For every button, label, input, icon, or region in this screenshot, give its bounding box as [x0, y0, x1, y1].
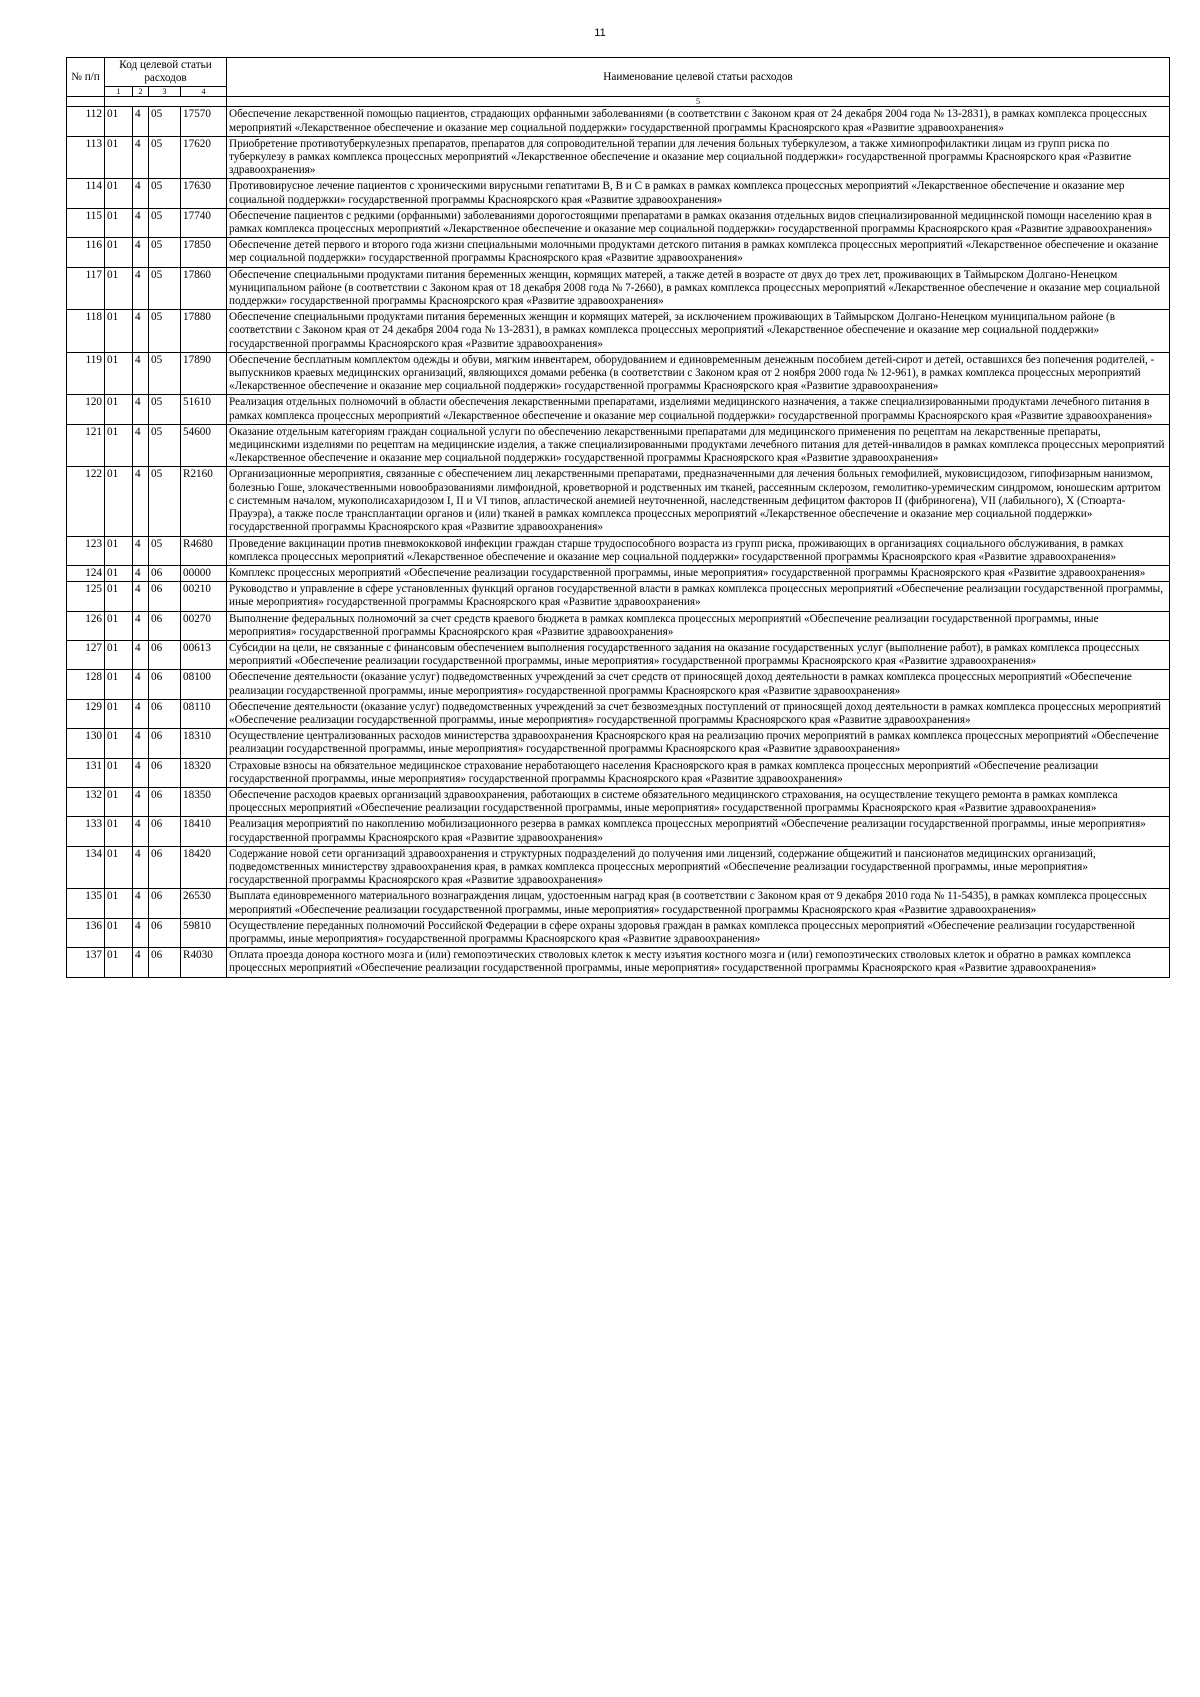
row-number: 137: [67, 948, 105, 977]
code-part-3: 06: [149, 699, 181, 728]
table-row: [67, 208, 1170, 237]
table-row: [67, 536, 1170, 565]
row-name: Страховые взносы на обязательное медицинское страхование неработающего населения Красноярского края в рамках комплекса процессных мероприятий «Обеспечение реализации государственной программы, иные мероприятия» государственной программы Красноярского края «Развитие здравоохранения»: [227, 758, 1170, 787]
code-part-4: 00210: [181, 582, 227, 611]
code-part-1: 01: [105, 107, 133, 136]
code-part-3: 06: [149, 948, 181, 977]
code-part-3: 05: [149, 536, 181, 565]
code-part-1: 01: [105, 136, 133, 179]
row-number: 131: [67, 758, 105, 787]
table-row: [67, 640, 1170, 669]
row-number: 122: [67, 467, 105, 536]
code-part-2: 4: [133, 611, 149, 640]
table-row: [67, 817, 1170, 846]
code-part-3: 06: [149, 729, 181, 758]
code-part-4: 59810: [181, 918, 227, 947]
page-number: 11: [594, 27, 606, 39]
row-name: Проведение вакцинации против пневмококковой инфекции граждан старше трудоспособного возраста из групп риска, проживающих в организациях социального обслуживания, в рамках комплекса процессных мероприятий «Лекарственное обеспечение и оказание мер социальной поддержки» государственной программы Красноярского края «Развитие здравоохранения»: [227, 536, 1170, 565]
code-part-4: 00613: [181, 640, 227, 669]
table-row: [67, 758, 1170, 787]
code-part-1: 01: [105, 640, 133, 669]
code-part-2: 4: [133, 565, 149, 581]
table-row: [67, 948, 1170, 977]
code-part-3: 05: [149, 424, 181, 467]
code-part-4: 17850: [181, 238, 227, 267]
code-part-1: 01: [105, 948, 133, 977]
row-number: 125: [67, 582, 105, 611]
code-part-3: 06: [149, 611, 181, 640]
row-number: 128: [67, 670, 105, 699]
row-number: 115: [67, 208, 105, 237]
code-part-2: 4: [133, 136, 149, 179]
code-part-1: 01: [105, 395, 133, 424]
table-row: [67, 565, 1170, 581]
row-number: 114: [67, 179, 105, 208]
row-number: 124: [67, 565, 105, 581]
code-part-4: 17630: [181, 179, 227, 208]
code-part-2: 4: [133, 846, 149, 889]
code-part-2: 4: [133, 582, 149, 611]
code-part-4: 18350: [181, 787, 227, 816]
table-row: [67, 424, 1170, 467]
table-row: [67, 846, 1170, 889]
code-part-1: 01: [105, 467, 133, 536]
code-part-4: 00000: [181, 565, 227, 581]
code-part-2: 4: [133, 670, 149, 699]
header-col-1: 1: [105, 87, 133, 97]
code-part-1: 01: [105, 889, 133, 918]
code-part-3: 05: [149, 310, 181, 353]
row-number: 134: [67, 846, 105, 889]
row-name: Выполнение федеральных полномочий за счет средств краевого бюджета в рамках комплекса процессных мероприятий «Обеспечение реализации государственной программы, иные мероприятия» государственной программы Красноярского края «Развитие здравоохранения»: [227, 611, 1170, 640]
code-part-2: 4: [133, 179, 149, 208]
row-name: Субсидии на цели, не связанные с финансовым обеспечением выполнения государственного задания на оказание государственных услуг (выполнение работ), в рамках комплекса процессных мероприятий «Обеспечение реализации государственной программы, иные мероприятия» государственной программы Красноярского края «Развитие здравоохранения»: [227, 640, 1170, 669]
row-name: Осуществление централизованных расходов министерства здравоохранения Красноярского края на реализацию прочих мероприятий в рамках комплекса процессных мероприятий «Обеспечение реализации государственной программы, иные мероприятия» государственной программы Красноярского края «Развитие здравоохранения»: [227, 729, 1170, 758]
code-part-1: 01: [105, 758, 133, 787]
code-part-3: 05: [149, 179, 181, 208]
table-row: [67, 136, 1170, 179]
header-col-5: 5: [227, 97, 1170, 107]
code-part-2: 4: [133, 758, 149, 787]
row-number: 113: [67, 136, 105, 179]
row-number: 123: [67, 536, 105, 565]
code-part-3: 06: [149, 582, 181, 611]
code-part-2: 4: [133, 107, 149, 136]
code-part-4: 54600: [181, 424, 227, 467]
table-row: [67, 238, 1170, 267]
row-number: 116: [67, 238, 105, 267]
table-row: [67, 179, 1170, 208]
row-name: Организационные мероприятия, связанные с обеспечением лиц лекарственными препаратами, предназначенными для лечения больных гемофилией, муковисцидозом, гипофизарным нанизмом, болезнью Гоше, злокачественными новообразованиями лимфоидной, кроветворной и родственных им тканей, рассеянным склерозом, гемолитико-уремическим синдромом, юношеским артритом с системным началом, мукополисахаридозом I, II и VI типов, апластической анемией неуточненной, наследственным дефицитом факторов II (фибриногена), VII (лабильного), X (Стюарта-Прауэра), а также после трансплантации органов и (или) тканей в рамках комплекса процессных мероприятий «Лекарственное обеспечение и оказание мер социальной поддержки» государственной программы Красноярского края «Развитие здравоохранения»: [227, 467, 1170, 536]
row-name: Обеспечение специальными продуктами питания беременных женщин, кормящих матерей, а также детей в возрасте от двух до трех лет, проживающих в Таймырском Долгано-Ненецком муниципальном районе (в соответствии с Законом края от 18 декабря 2008 года № 7-2660), в рамках комплекса процессных мероприятий «Лекарственное обеспечение и оказание мер социальной поддержки» государственной программы Красноярского края «Развитие здравоохранения»: [227, 267, 1170, 310]
row-number: 112: [67, 107, 105, 136]
code-part-3: 06: [149, 565, 181, 581]
header-code: Код целевой статьи расходов: [105, 58, 227, 87]
row-number: 135: [67, 889, 105, 918]
row-name: Обеспечение расходов краевых организаций здравоохранения, работающих в системе обязательного медицинского страхования, на осуществление текущего ремонта в рамках комплекса процессных мероприятий «Обеспечение реализации государственной программы, иные мероприятия» государственной программы Красноярского края «Развитие здравоохранения»: [227, 787, 1170, 816]
code-part-3: 05: [149, 395, 181, 424]
code-part-1: 01: [105, 787, 133, 816]
row-number: 129: [67, 699, 105, 728]
code-part-2: 4: [133, 267, 149, 310]
table-row: [67, 395, 1170, 424]
row-number: 119: [67, 352, 105, 395]
row-name: Противовирусное лечение пациентов с хроническими вирусными гепатитами B, B и C в рамках в рамках комплекса процессных мероприятий «Лекарственное обеспечение и оказание мер социальной поддержки» государственной программы Красноярского края «Развитие здравоохранения»: [227, 179, 1170, 208]
code-part-2: 4: [133, 208, 149, 237]
row-number: 136: [67, 918, 105, 947]
code-part-2: 4: [133, 787, 149, 816]
code-part-4: 17570: [181, 107, 227, 136]
code-part-3: 05: [149, 467, 181, 536]
code-part-4: 17620: [181, 136, 227, 179]
row-name: Обеспечение бесплатным комплектом одежды и обуви, мягким инвентарем, оборудованием и единовременным денежным пособием детей-сирот и детей, оставшихся без попечения родителей, - выпускников краевых медицинских организаций, являющихся домами ребенка (в соответствии с Законом края от 2 ноября 2000 года № 12-961), в рамках комплекса процессных мероприятий «Лекарственное обеспечение и оказание мер социальной поддержки» государственной программы Красноярского края «Развитие здравоохранения»: [227, 352, 1170, 395]
header-col-2: 2: [133, 87, 149, 97]
code-part-2: 4: [133, 536, 149, 565]
header-col-blank: [67, 97, 105, 107]
row-number: 132: [67, 787, 105, 816]
code-part-1: 01: [105, 582, 133, 611]
code-part-2: 4: [133, 640, 149, 669]
table-row: [67, 699, 1170, 728]
code-part-4: 17890: [181, 352, 227, 395]
table-row: [67, 310, 1170, 353]
code-part-1: 01: [105, 310, 133, 353]
code-part-2: 4: [133, 424, 149, 467]
code-part-3: 06: [149, 817, 181, 846]
code-part-4: 17740: [181, 208, 227, 237]
row-number: 120: [67, 395, 105, 424]
code-part-1: 01: [105, 918, 133, 947]
code-part-4: 18420: [181, 846, 227, 889]
code-part-3: 06: [149, 787, 181, 816]
header-name: Наименование целевой статьи расходов: [227, 58, 1170, 97]
table-row: [67, 729, 1170, 758]
table-row: [67, 107, 1170, 136]
code-part-1: 01: [105, 536, 133, 565]
code-part-2: 4: [133, 918, 149, 947]
code-part-4: 18410: [181, 817, 227, 846]
row-name: Обеспечение пациентов с редкими (орфанными) заболеваниями дорогостоящими препаратами в рамках оказания отдельных видов специализированной медицинской помощи населению края в рамках комплекса процессных мероприятий «Лекарственное обеспечение и оказание мер социальной поддержки» государственной программы Красноярского края «Развитие здравоохранения»: [227, 208, 1170, 237]
header-row-number: № п/п: [67, 58, 105, 97]
row-name: Оказание отдельным категориям граждан социальной услуги по обеспечению лекарственными препаратами для медицинского применения по рецептам на лекарственные препараты, медицинскими изделиями по рецептам на медицинские изделия, а также специализированными продуктами лечебного питания для детей-инвалидов в рамках комплекса процессных мероприятий «Лекарственное обеспечение и оказание мер социальной поддержки» государственной программы Красноярского края «Развитие здравоохранения»: [227, 424, 1170, 467]
code-part-1: 01: [105, 699, 133, 728]
code-part-4: R2160: [181, 467, 227, 536]
code-part-4: 18310: [181, 729, 227, 758]
code-part-1: 01: [105, 729, 133, 758]
table-row: [67, 670, 1170, 699]
row-name: Обеспечение деятельности (оказание услуг) подведомственных учреждений за счет безвозмездных поступлений от приносящей доход деятельности в рамках комплекса процессных мероприятий «Обеспечение реализации государственной программы, иные мероприятия» государственной программы Красноярского края «Развитие здравоохранения»: [227, 699, 1170, 728]
row-name: Выплата единовременного материального вознаграждения лицам, удостоенным наград края (в соответствии с Законом края от 9 декабря 2010 года № 11-5435), в рамках комплекса процессных мероприятий «Обеспечение реализации государственной программы, иные мероприятия» государственной программы Красноярского края «Развитие здравоохранения»: [227, 889, 1170, 918]
code-part-3: 06: [149, 846, 181, 889]
row-number: 127: [67, 640, 105, 669]
code-part-3: 06: [149, 670, 181, 699]
code-part-3: 06: [149, 918, 181, 947]
code-part-3: 05: [149, 107, 181, 136]
row-name: Обеспечение лекарственной помощью пациентов, страдающих орфанными заболеваниями (в соответствии с Законом края от 24 декабря 2004 года № 13-2831), в рамках комплекса процессных мероприятий «Лекарственное обеспечение и оказание мер социальной поддержки» государственной программы Красноярского края «Развитие здравоохранения»: [227, 107, 1170, 136]
code-part-2: 4: [133, 238, 149, 267]
header-col-4: 4: [181, 87, 227, 97]
code-part-3: 05: [149, 238, 181, 267]
table-row: [67, 611, 1170, 640]
code-part-4: 08110: [181, 699, 227, 728]
code-part-1: 01: [105, 208, 133, 237]
code-part-4: R4030: [181, 948, 227, 977]
code-part-2: 4: [133, 467, 149, 536]
code-part-2: 4: [133, 395, 149, 424]
code-part-2: 4: [133, 310, 149, 353]
row-name: Осуществление переданных полномочий Российской Федерации в сфере охраны здоровья граждан в рамках комплекса процессных мероприятий «Обеспечение реализации государственной программы, иные мероприятия» государственной программы Красноярского края «Развитие здравоохранения»: [227, 918, 1170, 947]
row-number: 117: [67, 267, 105, 310]
code-part-2: 4: [133, 352, 149, 395]
code-part-1: 01: [105, 565, 133, 581]
code-part-2: 4: [133, 729, 149, 758]
row-number: 118: [67, 310, 105, 353]
table-row: [67, 918, 1170, 947]
code-part-4: 26530: [181, 889, 227, 918]
row-name: Руководство и управление в сфере установленных функций органов государственной власти в рамках комплекса процессных мероприятий «Обеспечение реализации государственной программы, иные мероприятия» государственной программы Красноярского края «Развитие здравоохранения»: [227, 582, 1170, 611]
code-part-3: 06: [149, 640, 181, 669]
table-row: [67, 267, 1170, 310]
row-name: Обеспечение детей первого и второго года жизни специальными молочными продуктами детского питания в рамках комплекса процессных мероприятий «Лекарственное обеспечение и оказание мер социальной поддержки» государственной программы Красноярского края «Развитие здравоохранения»: [227, 238, 1170, 267]
row-name: Реализация мероприятий по накоплению мобилизационного резерва в рамках комплекса процессных мероприятий «Обеспечение реализации государственной программы, иные мероприятия» государственной программы Красноярского края «Развитие здравоохранения»: [227, 817, 1170, 846]
row-name: Обеспечение специальными продуктами питания беременных женщин и кормящих матерей, за исключением проживающих в Таймырском Долгано-Ненецком муниципальном районе (в соответствии с Законом края от 24 декабря 2004 года № 13-2831), в рамках комплекса процессных мероприятий «Лекарственное обеспечение и оказание мер социальной поддержки» государственной программы Красноярского края «Развитие здравоохранения»: [227, 310, 1170, 353]
row-number: 126: [67, 611, 105, 640]
table-row: [67, 352, 1170, 395]
code-part-4: 51610: [181, 395, 227, 424]
code-part-1: 01: [105, 846, 133, 889]
code-part-4: 18320: [181, 758, 227, 787]
table-body: [67, 107, 1170, 977]
code-part-4: 00270: [181, 611, 227, 640]
code-part-3: 05: [149, 136, 181, 179]
code-part-1: 01: [105, 352, 133, 395]
row-number: 133: [67, 817, 105, 846]
code-part-3: 06: [149, 758, 181, 787]
row-name: Оплата проезда донора костного мозга и (или) гемопоэтических стволовых клеток к месту изъятия костного мозга и (или) гемопоэтических стволовых клеток и обратно в рамках комплекса процессных мероприятий «Обеспечение реализации государственной программы, иные мероприятия» государственной программы Красноярского края «Развитие здравоохранения»: [227, 948, 1170, 977]
budget-table: [66, 57, 1170, 978]
code-part-4: 17860: [181, 267, 227, 310]
row-name: Обеспечение деятельности (оказание услуг) подведомственных учреждений за счет средств от приносящей доход деятельности в рамках комплекса процессных мероприятий «Обеспечение реализации государственной программы, иные мероприятия» государственной программы Красноярского края «Развитие здравоохранения»: [227, 670, 1170, 699]
code-part-1: 01: [105, 611, 133, 640]
code-part-2: 4: [133, 948, 149, 977]
code-part-1: 01: [105, 267, 133, 310]
row-number: 121: [67, 424, 105, 467]
row-name: Реализация отдельных полномочий в области обеспечения лекарственными препаратами, изделиями медицинского назначения, а также специализированными продуктами лечебного питания в рамках комплекса процессных мероприятий «Лекарственное обеспечение и оказание мер социальной поддержки» государственной программы Красноярского края «Развитие здравоохранения»: [227, 395, 1170, 424]
code-part-1: 01: [105, 424, 133, 467]
row-name: Приобретение противотуберкулезных препаратов, препаратов для сопроводительной терапии для лечения больных туберкулезом, а также химиопрофилактики лицам из групп риска по туберкулезу в рамках комплекса процессных мероприятий «Лекарственное обеспечение и оказание мер социальной поддержки» государственной программы Красноярского края «Развитие здравоохранения»: [227, 136, 1170, 179]
code-part-1: 01: [105, 179, 133, 208]
row-name: Содержание новой сети организаций здравоохранения и структурных подразделений до получения ими лицензий, содержание общежитий и пансионатов медицинских организаций, подведомственных министерству здравоохранения края, в рамках комплекса процессных мероприятий «Обеспечение реализации государственной программы, иные мероприятия» государственной программы Красноярского края «Развитие здравоохранения»: [227, 846, 1170, 889]
code-part-2: 4: [133, 889, 149, 918]
code-part-1: 01: [105, 817, 133, 846]
code-part-3: 06: [149, 889, 181, 918]
table-row: [67, 467, 1170, 536]
header-col-3: 3: [149, 87, 181, 97]
code-part-1: 01: [105, 238, 133, 267]
code-part-2: 4: [133, 699, 149, 728]
code-part-4: 17880: [181, 310, 227, 353]
table-row: [67, 582, 1170, 611]
table-row: [67, 787, 1170, 816]
code-part-2: 4: [133, 817, 149, 846]
code-part-1: 01: [105, 670, 133, 699]
row-name: Комплекс процессных мероприятий «Обеспечение реализации государственной программы, иные мероприятия» государственной программы Красноярского края «Развитие здравоохранения»: [227, 565, 1170, 581]
table-row: [67, 889, 1170, 918]
code-part-3: 05: [149, 352, 181, 395]
code-part-3: 05: [149, 267, 181, 310]
code-part-4: 08100: [181, 670, 227, 699]
code-part-4: R4680: [181, 536, 227, 565]
code-part-3: 05: [149, 208, 181, 237]
header-col-blank-code: [105, 97, 227, 107]
row-number: 130: [67, 729, 105, 758]
